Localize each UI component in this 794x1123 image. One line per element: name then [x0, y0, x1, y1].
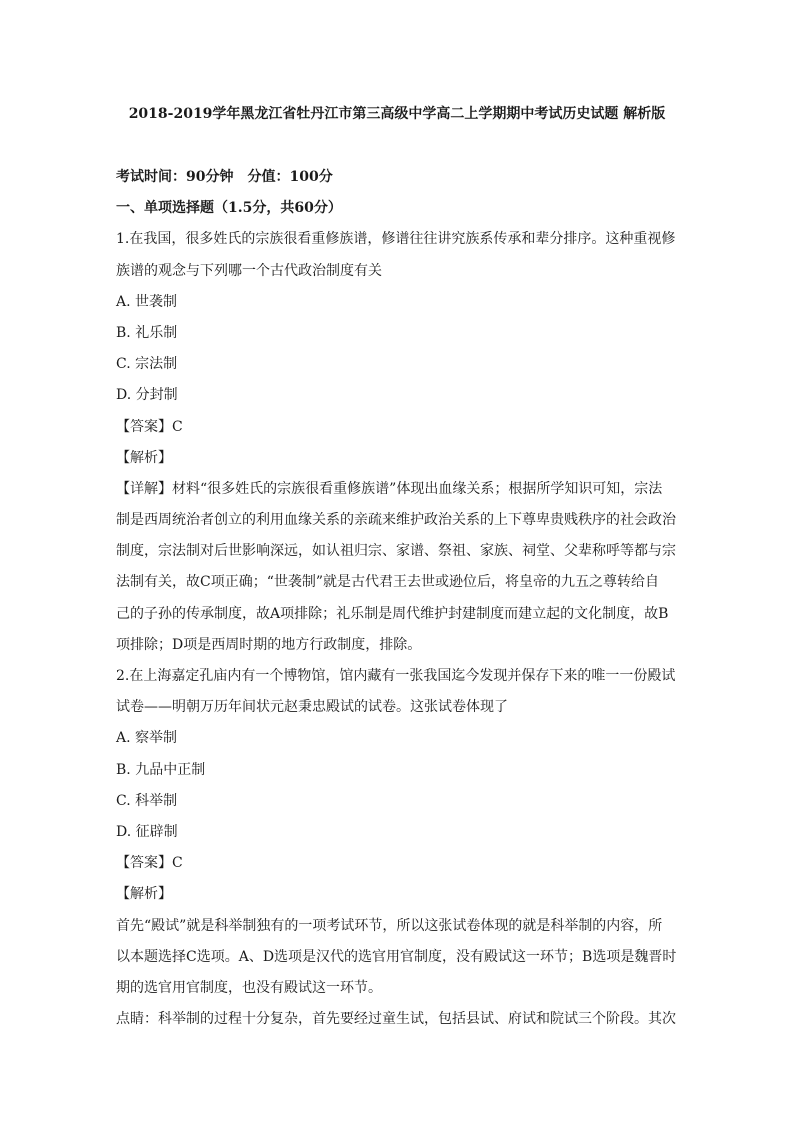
analysis-line: 首先“殿试”就是科举制独有的一项考试环节，所以这张试卷体现的就是科举制的内容，所 [116, 917, 663, 934]
option-d: D. 征辟制 [116, 823, 178, 840]
analysis-label: 【解析】 [116, 449, 172, 466]
document-title: 2018-2019学年黑龙江省牡丹江市第三高级中学高二上学期期中考试历史试题 解析版 [128, 106, 666, 122]
analysis-line: 项排除；D项是西周时期的地方行政制度，排除。 [116, 636, 422, 653]
option-b: B. 九品中正制 [116, 761, 206, 778]
stem-line: 试卷——明朝万历年间状元赵秉忠殿试的试卷。这张试卷体现了 [116, 699, 508, 716]
analysis-line: 期的选官用官制度，也没有殿试这一环节。 [116, 979, 382, 996]
question-stem [116, 224, 686, 286]
stem-line: 1.在我国，很多姓氏的宗族很看重修族谱，修谱往往讲究族系传承和辈分排序。这种重视修 [116, 231, 676, 248]
option-b: B. 礼乐制 [116, 324, 178, 341]
analysis-line: 点睛：科举制的过程十分复杂，首先要经过童生试，包括县试、府试和院试三个阶段。其次 [116, 1011, 676, 1028]
option-c: C. 科举制 [116, 792, 178, 809]
section-heading: 一、单项选择题（1.5分，共60分） [116, 200, 342, 217]
analysis-line: 以本题选择C选项。A、D选项是汉代的选官用官制度，没有殿试这一环节；B选项是魏晋时 [116, 948, 677, 965]
analysis-text [116, 911, 686, 1036]
answer: 【答案】C [116, 855, 183, 872]
question-1 [116, 224, 686, 661]
option-d: D. 分封制 [116, 387, 178, 404]
analysis-line: 制度，宗法制对后世影响深远，如认祖归宗、家谱、祭祖、家族、祠堂、父辈称呼等都与宗 [116, 543, 676, 560]
question-2 [116, 661, 686, 1035]
analysis-line: 法制有关，故C项正确；“世袭制”就是古代君王去世或逊位后，将皇帝的九五之尊转给自 [116, 574, 660, 591]
analysis-line: 【详解】材料“很多姓氏的宗族很看重修族谱”体现出血缘关系；根据所学知识可知，宗法 [116, 480, 663, 497]
answer: 【答案】C [116, 418, 183, 435]
stem-line: 族谱的观念与下列哪一个古代政治制度有关 [116, 262, 382, 279]
analysis-text [116, 474, 686, 661]
analysis-line: 己的子孙的传承制度，故A项排除；礼乐制是周代维护封建制度而建立起的文化制度，故B [116, 605, 669, 622]
analysis-line: 制是西周统治者创立的利用血缘关系的亲疏来维护政治关系的上下尊卑贵贱秩序的社会政治 [116, 512, 676, 529]
analysis-label: 【解析】 [116, 886, 172, 903]
exam-info: 考试时间：90分钟 分值：100分 [116, 169, 333, 185]
question-stem [116, 661, 686, 723]
option-c: C. 宗法制 [116, 356, 178, 373]
option-a: A. 察举制 [116, 730, 178, 747]
option-a: A. 世袭制 [116, 293, 178, 310]
stem-line: 2.在上海嘉定孔庙内有一个博物馆，馆内藏有一张我国迄今发现并保存下来的唯一一份殿试 [116, 668, 676, 684]
document-body [116, 162, 686, 1035]
